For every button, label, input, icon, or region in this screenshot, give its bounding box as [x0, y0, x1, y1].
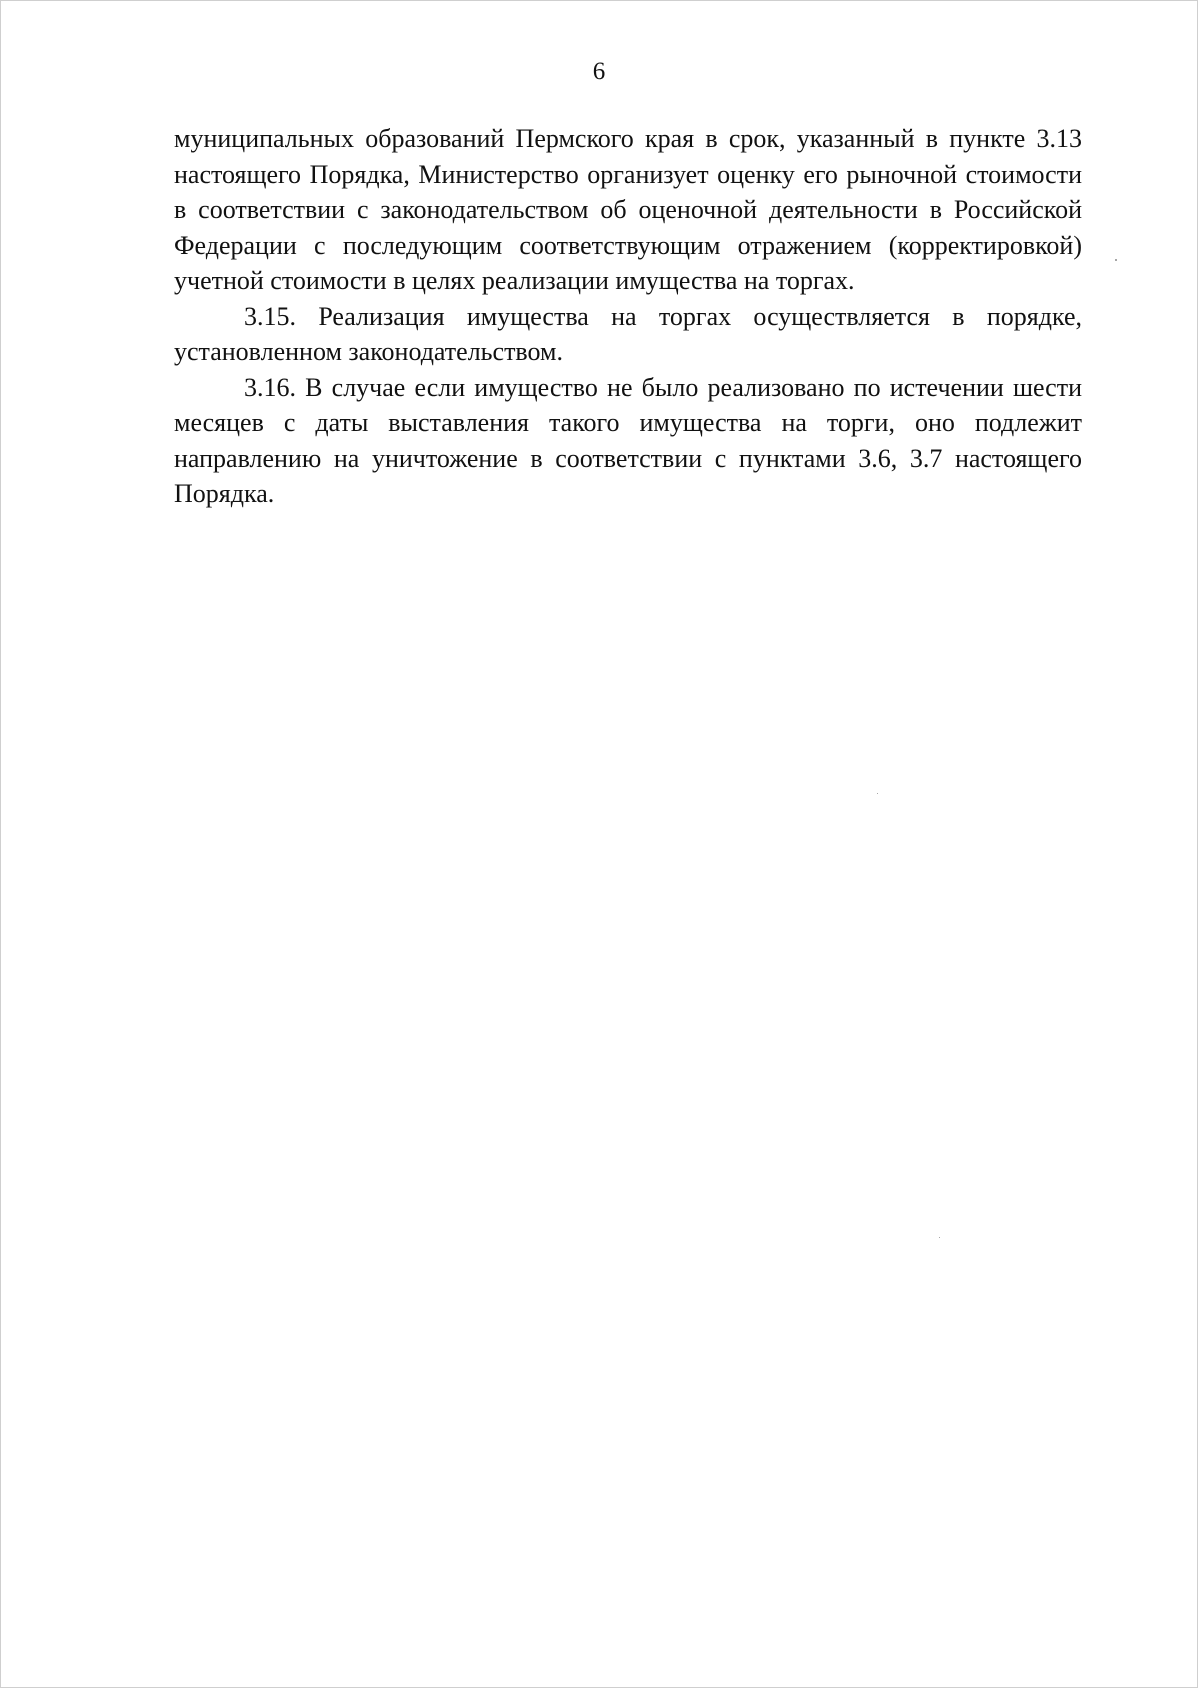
document-body: [174, 121, 1082, 512]
paragraph-continuation: муниципальных образований Пермского края в срок, указанный в пункте 3.13 настоящего Порядка, Министерство организует оценку его рыночной стоимости в соответствии с законодательством об оценочной деятельности в Российской Федерации с последующим соответствующим отражением (корректировкой) учетной стоимости в целях реализации имущества на торгах.: [174, 124, 1082, 295]
scan-speck: [1115, 259, 1117, 261]
scan-speck: [939, 1237, 940, 1238]
scan-speck: [877, 793, 878, 794]
paragraph-item-3-15: 3.15. Реализация имущества на торгах осуществляется в порядке, установленном законодательством.: [174, 301, 1082, 366]
page-number: 6: [592, 58, 606, 85]
paragraph-item-3-16: 3.16. В случае если имущество не было реализовано по истечении шести месяцев с даты выставления такого имущества на торги, оно подлежит направлению на уничтожение в соответствии с пунктами 3.6, 3.7 настоящего Порядка.: [174, 372, 1082, 508]
